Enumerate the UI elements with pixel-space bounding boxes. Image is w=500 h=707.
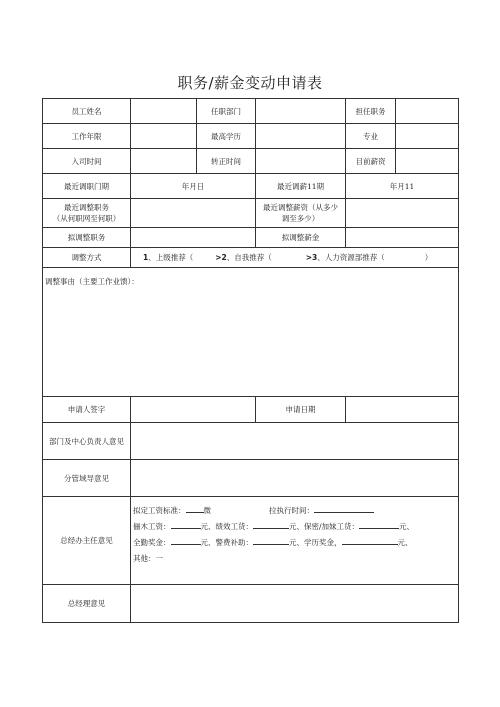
allowance-label: 元、警费补助： <box>200 538 253 547</box>
row-dates <box>43 149 459 174</box>
position-field[interactable] <box>396 99 459 124</box>
current-salary-label: 目前薪资 <box>346 149 396 174</box>
allowance-blank[interactable] <box>253 535 289 545</box>
row-proposed <box>43 228 459 248</box>
method-option-3-text[interactable]: 、人力资源部推荐（ <box>317 253 385 262</box>
method-option-3-number: >3 <box>305 253 318 262</box>
salary-other-line <box>133 551 456 567</box>
current-salary-field[interactable] <box>396 149 459 174</box>
regular-date-field[interactable] <box>256 149 346 174</box>
education-bonus-label: 元、学历奖金， <box>289 538 342 547</box>
proposed-position-label: 拟调整职务 <box>43 228 131 248</box>
method-close-paren: ） <box>424 253 433 262</box>
page-title: 职务/薪金变动申请表 <box>177 74 323 92</box>
confidential-salary-unit: 元、 <box>399 522 415 531</box>
row-reason <box>43 268 459 397</box>
row-recent-adjust <box>43 199 459 228</box>
base-salary-blank[interactable] <box>171 519 201 529</box>
education-bonus-blank[interactable] <box>342 535 398 545</box>
gm-opinion-field[interactable] <box>131 585 459 623</box>
performance-salary-label: 元、绩效工货： <box>200 522 253 531</box>
attendance-bonus-label: 全勤奖金： <box>133 538 171 547</box>
major-field[interactable] <box>396 124 459 149</box>
salary-breakdown-line-1 <box>133 519 456 535</box>
dept-opinion-label: 部门及中心负责人意见 <box>43 423 131 460</box>
last-salary-adjust-label: 最近调薪11期 <box>256 174 346 199</box>
salary-breakdown-line-2 <box>133 535 456 551</box>
exec-opinion-label: 总经办主任意见 <box>43 497 131 585</box>
position-label: 担任职务 <box>346 99 396 124</box>
work-years-label: 工作年限 <box>43 124 131 149</box>
recent-position-adjust-title: 最近调整职务 <box>64 203 109 212</box>
row-work-info <box>43 124 459 149</box>
recent-position-adjust-field[interactable] <box>131 199 256 228</box>
hire-date-field[interactable] <box>131 149 197 174</box>
proposed-salary-label: 拟调整薪金 <box>256 228 346 248</box>
row-dept-opinion <box>43 423 459 460</box>
recent-salary-adjust-label <box>256 199 346 228</box>
exec-opinion-field[interactable] <box>131 497 459 585</box>
employee-name-label: 员工姓名 <box>43 99 131 124</box>
proposed-position-field[interactable] <box>131 228 256 248</box>
apply-date-label: 申请日期 <box>256 397 346 423</box>
effective-date-label: 拉执行时间： <box>269 506 314 515</box>
method-option-1-text[interactable]: 、上级推荐（ <box>148 253 194 262</box>
method-option-2-text[interactable]: 、自我推荐（ <box>226 253 272 262</box>
adjust-reason-label: 调整事由（主要工作业馈）： <box>45 277 139 286</box>
row-last-adjust <box>43 174 459 199</box>
applicant-signature-field[interactable] <box>131 397 256 423</box>
effective-date-blank[interactable] <box>314 503 374 513</box>
other-label: 其他：一 <box>133 554 163 563</box>
major-label: 专业 <box>346 124 396 149</box>
vp-opinion-field[interactable] <box>131 460 459 497</box>
performance-salary-blank[interactable] <box>253 519 289 529</box>
recent-salary-adjust-field[interactable] <box>346 199 459 228</box>
education-bonus-unit: 元、 <box>397 538 413 547</box>
adjust-reason-area[interactable] <box>43 268 459 397</box>
last-position-adjust-label: 最近调职门期 <box>43 174 131 199</box>
regular-date-label: 转正时间 <box>197 149 256 174</box>
vp-opinion-label: 分管域导意见 <box>43 460 131 497</box>
last-salary-adjust-date[interactable]: 年月11 <box>346 174 459 199</box>
recent-position-adjust-label <box>43 199 131 228</box>
row-gm-opinion <box>43 585 459 623</box>
applicant-signature-label: 申请人签字 <box>43 397 131 423</box>
gm-opinion-label: 总经理意见 <box>43 585 131 623</box>
method-option-2-number: >2 <box>215 253 227 262</box>
recent-position-adjust-subtitle: （从何职网至何职） <box>52 214 121 223</box>
confidential-salary-blank[interactable] <box>359 519 399 529</box>
department-field[interactable] <box>256 99 346 124</box>
recent-salary-adjust-subtitle: 调至多少） <box>281 214 320 223</box>
salary-standard-line <box>133 503 456 519</box>
salary-standard-value: 微 <box>203 506 211 515</box>
work-years-field[interactable] <box>131 124 197 149</box>
proposed-salary-field[interactable] <box>346 228 459 248</box>
hire-date-label: 入司时间 <box>43 149 131 174</box>
row-vp-opinion <box>43 460 459 497</box>
adjust-method-options <box>131 248 459 268</box>
employee-name-field[interactable] <box>131 99 197 124</box>
department-label: 任职部门 <box>197 99 256 124</box>
adjust-method-label: 调整方式 <box>43 248 131 268</box>
row-adjust-method <box>43 248 459 268</box>
confidential-salary-label: 元、保密/加妹工货： <box>289 522 360 531</box>
row-basic-info <box>43 99 459 124</box>
dept-opinion-field[interactable] <box>131 423 459 460</box>
application-form <box>42 98 459 623</box>
last-position-adjust-date[interactable]: 年月日 <box>131 174 256 199</box>
education-field[interactable] <box>256 124 346 149</box>
apply-date-field[interactable] <box>346 397 459 423</box>
salary-standard-label: 拟定工资标准： <box>133 506 186 515</box>
base-salary-label: 俪木工资： <box>133 522 171 531</box>
method-option-1-number: 1 <box>143 253 149 262</box>
attendance-bonus-blank[interactable] <box>171 535 201 545</box>
recent-salary-adjust-title: 最近调整薪资（从多少 <box>263 203 338 212</box>
education-label: 最高学历 <box>197 124 256 149</box>
row-exec-opinion <box>43 497 459 585</box>
row-applicant <box>43 397 459 423</box>
